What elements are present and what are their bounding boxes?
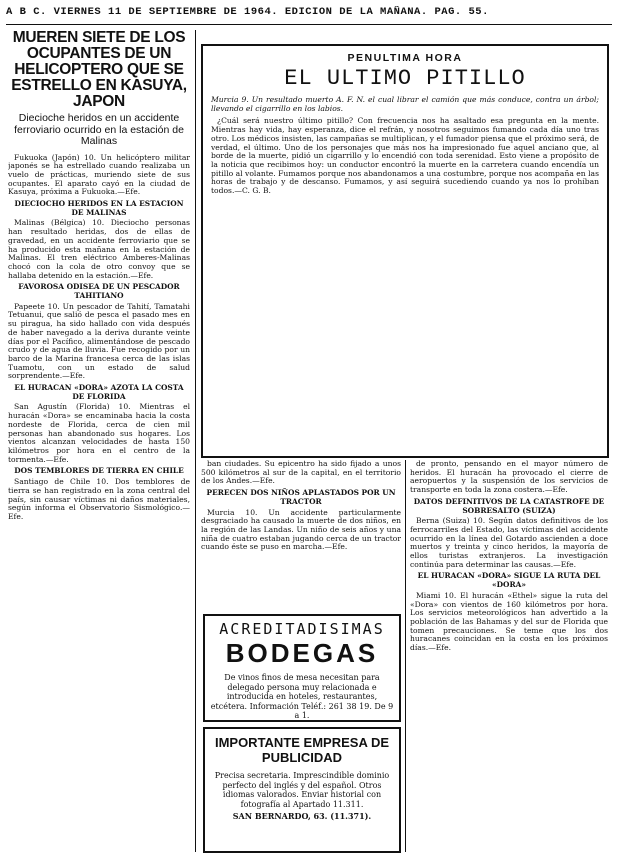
masthead: A B C. VIERNES 11 DE SEPTIEMBRE DE 1964. EDICION DE LA MAÑANA. PAG. 55. — [6, 6, 489, 18]
right-column — [410, 460, 608, 852]
feature-kicker: PENULTIMA HORA — [347, 52, 463, 64]
ad-publicidad-title: IMPORTANTE EMPRESA DE PUBLICIDAD — [214, 735, 390, 765]
feature-body-text: ¿Cuál será nuestro último pitillo? Con frecuencia nos ha asaltado esa pregunta en la mente. Mientras hay vida, hay esperanza, dice el refrán, y nosotros seguimos fumando cada día uno tras otro. Los médicos insisten, las campañas se multiplican, y el fumador piensa que el próximo será, de verdad, el último. Uno de los personajes que más nos ha impresionado fue aquel anciano que, al borde de la muerte, pidió un cigarrillo y lo encendió con toda serenidad. Esto viene a propósito de la noticia que recibimos hoy: un conductor encontró la muerte en la carretera cuando encendía un pitillo al volante. Fumamos porque nos abandonamos a una costumbre, porque nos acompaña en las horas de trabajo y de descanso. Fumamos, y así seguirá sucediendo cuando ya nos lo prohíban todos.—C. G. B. — [211, 117, 599, 196]
ad-publicidad-text: Precisa secretaria. Imprescindible dominio perfecto del inglés y del español. Otros idiomas valorados. Enviar historial con fotografía al Apartado 11.311. — [214, 771, 390, 809]
feature-lead: Murcia 9. Un resultado muerto A. F. N. el cual librar el camión que más conduce, contra un árbol; llevando el cigarrillo en los labios. — [211, 95, 599, 113]
right-body — [410, 460, 608, 654]
story-chile-cont: ban ciudades. Su epicentro ha sido fijado a unos 500 kilómetros al sur de la capital, en el territorio de los Andes.—Efe. — [201, 460, 401, 486]
subhead-suiza: DATOS DEFINITIVOS DE LA CATASTROFE DE SOBRESALTO (SUIZA) — [413, 496, 605, 515]
subhead-malinas: DIECIOCHO HERIDOS EN LA ESTACION DE MALINAS — [14, 199, 184, 217]
story-suiza: Berna (Suiza) 10. Según datos definitivos de los ferrocarriles del Estado, las víctimas del accidente ocurrido en la línea del Gotardo ascienden a doce muertos y treinta y cinco heridos, la mayoría de ellos turistas extranjeros. La investigación continúa para determinar las causas.—Efe. — [410, 516, 608, 569]
story-helicopter: Fukuoka (Japón) 10. Un helicóptero militar japonés se ha estrellado cuando realizaba un vuelo de prácticas, muriendo siete de sus ocupantes. El aparato cayó en la ciudad de Kasuya, próxima a Fukuoka.—Efe. — [8, 153, 190, 197]
left-column — [8, 30, 190, 852]
story-huracan-cont: de pronto, pensando en el mayor número de heridos. El huracán ha provocado el cierre de aeropuertos y la suspensión de los servicios de transporte en toda la zona costera.—Efe. — [410, 460, 608, 495]
left-body — [8, 154, 190, 523]
column-divider-left — [195, 30, 196, 852]
story-dora: San Agustín (Florida) 10. Mientras el huracán «Dora» se encaminaba hacia la costa nordeste de Florida, cerca de cien mil personas han abandonado sus hogares. Los vientos alcanzan velocidades de hasta 150 kilómetros por hora en el centro de la tormenta.—Efe. — [8, 402, 190, 464]
feature-body — [211, 117, 599, 196]
story-ethel: Miami 10. El huracán «Ethel» sigue la ruta del «Dora» con vientos de 160 kilómetros por hora. Los servicios meteorológicos han advertido a la población de las Bahamas y del sur de Florida que tomen precauciones. Se teme que los dos huracanes coincidan en la costa en los próximos días.—Efe. — [410, 590, 608, 653]
middle-body — [201, 460, 401, 553]
ad-publicidad — [203, 727, 401, 853]
middle-column — [201, 460, 401, 610]
ad-bodegas — [203, 614, 401, 722]
subhead-dora: EL HURACAN «DORA» AZOTA LA COSTA DE FLORIDA — [14, 383, 184, 401]
ad-publicidad-address: SAN BERNARDO, 63. (11.371). — [232, 811, 372, 821]
ad-bodegas-text: De vinos finos de mesa necesitan para delegado persona muy relacionada e introducida en hoteles, restaurantes, etcétera. Información Teléf.: 261 38 19. De 9 a 1. — [210, 673, 394, 720]
story-malinas: Malinas (Bélgica) 10. Dieciocho personas han resultado heridas, dos de ellas de gravedad, en un accidente ferroviario que se ha producido esta mañana en la estación de Malinas. El tren eléctrico Amberes-Malinas chocó con la cola de otro convoy que se hallaba detenido en la estación.—Efe. — [8, 218, 190, 280]
headline-helicopter: MUEREN SIETE DE LOS OCUPANTES DE UN HELICOPTERO QUE SE ESTRELLO EN KASUYA, JAPON — [11, 30, 187, 110]
ad-bodegas-line1: ACREDITADISIMAS — [219, 620, 385, 638]
masthead-rule — [6, 24, 612, 25]
story-pescador: Papeete 10. Un pescador de Tahití, Tamatahi Tetuanui, que salió de pesca el pasado mes en su piragua, ha sido hallado con vida después de haber navegado a la deriva durante veinte días por el Pacífico, alimentándose de pescado crudo y de agua de lluvia. Fue recogido por un barco de la Marina francesa cerca de las islas Tuamotu, con un estado de salud sorprendente.—Efe. — [8, 301, 190, 381]
story-chile: Santiago de Chile 10. Dos temblores de tierra se han registrado en la zona central del país, sin causar víctimas ni daños materiales, según informa el Observatorio Sismológico.—Efe. — [8, 477, 190, 521]
feature-title: EL ULTIMO PITILLO — [284, 66, 526, 91]
subhead-tractor: PERECEN DOS NIÑOS APLASTADOS POR UN TRACTOR — [206, 488, 396, 506]
subhead-chile: DOS TEMBLORES DE TIERRA EN CHILE — [14, 466, 184, 476]
ad-bodegas-line2: BODEGAS — [225, 638, 379, 668]
story-tractor: Murcia 10. Un accidente particularmente desgraciado ha causado la muerte de dos niños, en la región de las Landas. Un niño de seis años y una niña de cuatro estaban jugando cerca de un tractor cuando éste se puso en marcha.—Efe. — [201, 507, 401, 552]
subhead-pescador: FAVOROSA ODISEA DE UN PESCADOR TAHITIANO — [18, 282, 180, 301]
deck-malinas: Diecioche heridos en un accidente ferroviario ocurrido en la estación de Malinas — [14, 112, 184, 147]
subhead-ethel: EL HURACAN «DORA» SIGUE LA RUTA DEL «DORA» — [417, 571, 601, 590]
feature-box — [201, 44, 609, 458]
column-divider-middle — [405, 460, 406, 852]
